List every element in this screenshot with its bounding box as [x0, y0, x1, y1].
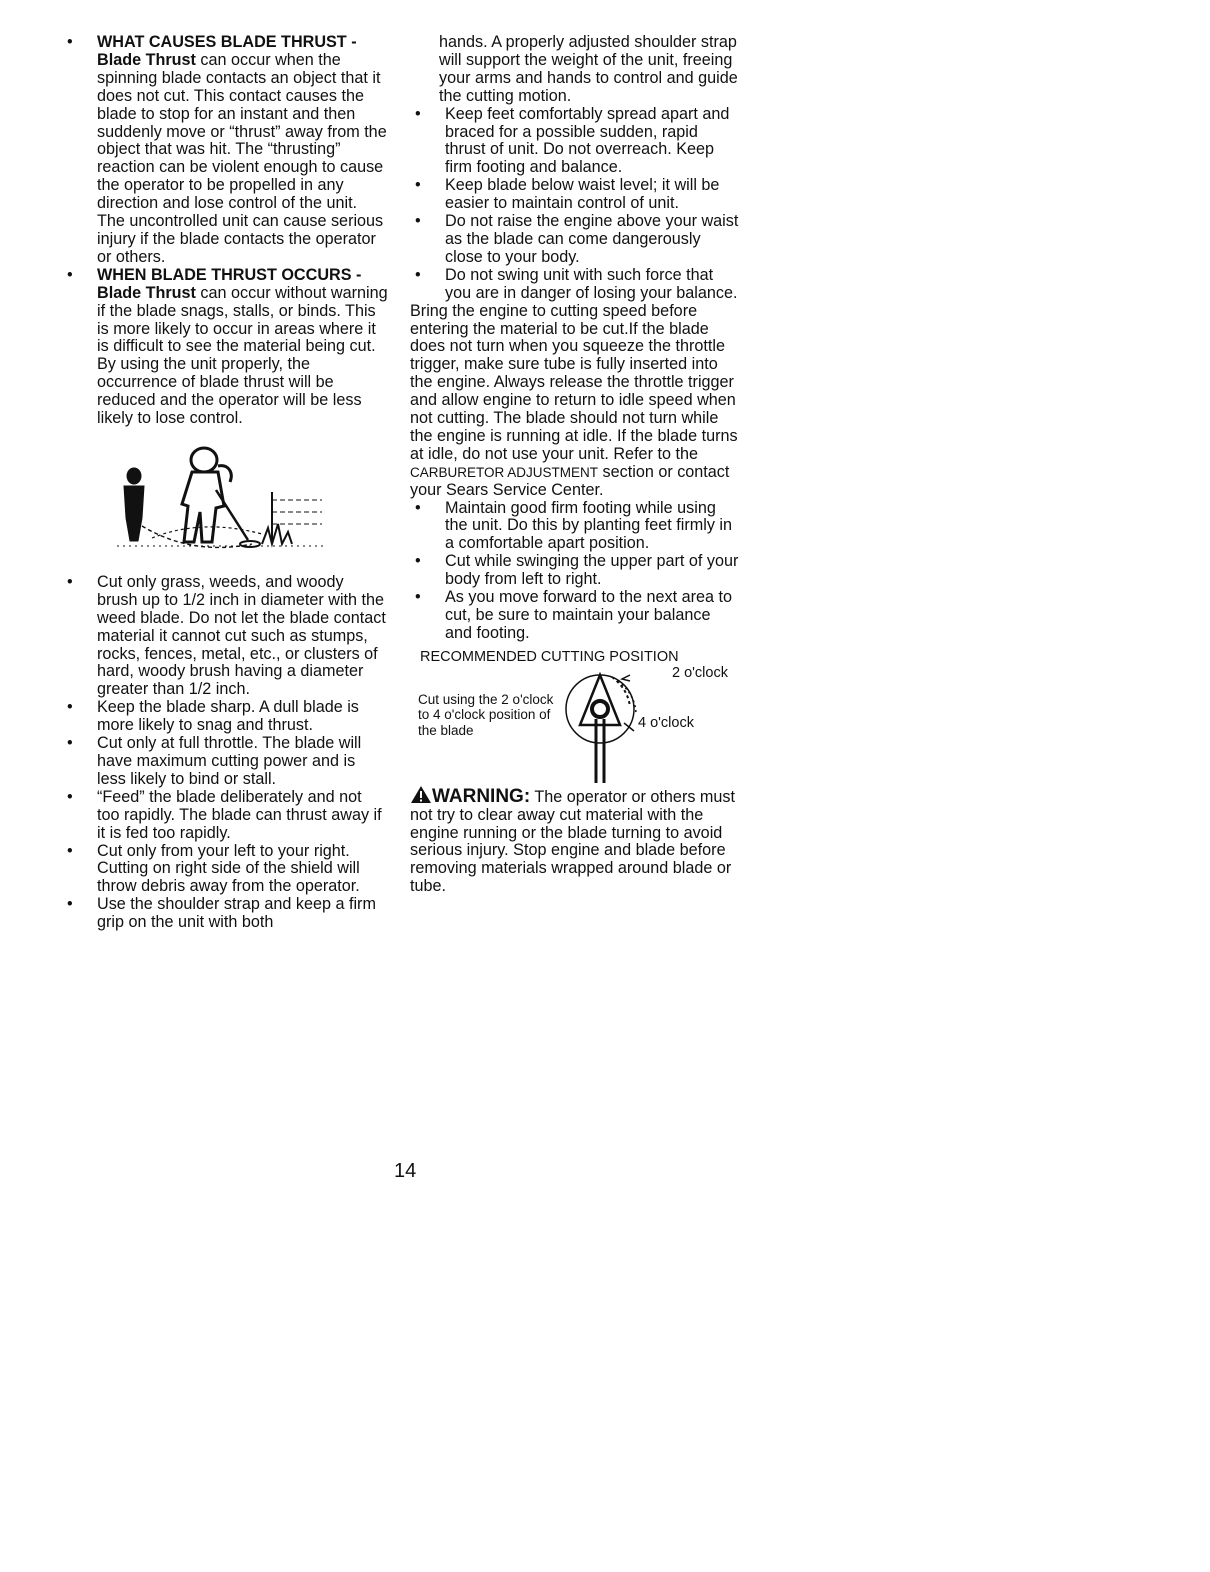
warning-text: The operator or others must not try to clear away cut material with the engine running or the blade turning to avoid serious injury. Stop engine and blade before removing materials wrapped around blade or tube. [410, 787, 735, 896]
list-item: • Maintain good firm footing while using the unit. Do this by planting feet firmly in a comfortable apart position. [410, 500, 740, 554]
continued-text: hands. A properly adjusted shoulder strap will support the weight of the unit, freeing your arms and hands to control and guide the cutting motion. [439, 33, 738, 105]
list-item: • Cut only at full throttle. The blade will have maximum cutting power and is less likely to bind or stall. [62, 735, 388, 789]
list-item: • Cut only from your left to your right. Cutting on right side of the shield will throw debris away from the operator. [62, 843, 388, 897]
warning-block [410, 785, 740, 896]
page-number: 14 [394, 1160, 417, 1182]
list-item: • Do not raise the engine above your waist as the blade can come dangerously close to your body. [410, 213, 740, 267]
warning-triangle-icon [410, 785, 432, 804]
right-column [410, 34, 740, 896]
list-item: • Cut only grass, weeds, and woody brush up to 1/2 inch in diameter with the weed blade. Do not let the blade contact material it cannot cut such as stumps, rocks, fences, metal, etc., or clusters of hard, woody brush having a diameter greater than 1/2 inch. [62, 574, 388, 699]
engine-paragraph [410, 303, 740, 500]
label-4-oclock: 4 o'clock [638, 714, 694, 731]
cutting-position-figure [410, 664, 740, 785]
blade-thrust-list [62, 34, 388, 428]
list-item: • As you move forward to the next area to cut, be sure to maintain your balance and footing. [410, 589, 740, 643]
left-column [62, 34, 388, 932]
occurs-lead: Blade Thrust [97, 283, 196, 302]
warning-label: WARNING: [432, 785, 531, 807]
figure-caption: Cut using the 2 o'clock to 4 o'clock position of the blade [418, 691, 554, 738]
causes-lead: Blade Thrust [97, 50, 196, 69]
occurs-text: can occur without warning if the blade snags, stalls, or binds. This is more likely to occur in areas where it is difficult to see the material being cut. By using the unit properly, the occurrence of blade thrust will be reduced and the operator will be less likely to lose control. [97, 283, 388, 428]
list-item: • Keep feet comfortably spread apart and braced for a possible sudden, rapid thrust of unit. Do not overreach. Keep firm footing and balance. [410, 106, 740, 178]
causes-text: can occur when the spinning blade contacts an object that it does not cut. This contact causes the blade to stop for an instant and then suddenly move or “thrust” away from the object that was hit. The “thrusting” reaction can be violent enough to cause the operator to be propelled in any direction and lose control of the unit. The uncontrolled unit can cause serious injury if the blade contacts the operator or others. [97, 50, 387, 266]
safety-list [410, 106, 740, 303]
operator-illustration [112, 446, 332, 556]
list-item: • Do not swing unit with such force that you are in danger of losing your balance. [410, 267, 740, 303]
list-item: • “Feed” the blade deliberately and not too rapidly. The blade can thrust away if it is fed too rapidly. [62, 789, 388, 843]
engine-text: Bring the engine to cutting speed before entering the material to be cut.If the blade does not turn when you squeeze the throttle trigger, make sure tube is fully inserted into the engine. Always release the throttle trigger and allow engine to return to idle speed when not cutting. The blade should not turn while the engine is running at idle. If the blade turns at idle, do not use your unit. Refer to the [410, 301, 738, 463]
label-2-oclock: 2 o'clock [672, 664, 728, 681]
list-item: • Use the shoulder strap and keep a firm grip on the unit with both [62, 896, 388, 932]
footing-list [410, 500, 740, 643]
blade-thrust-occurs-item [62, 267, 388, 428]
blade-thrust-causes-item [62, 34, 388, 267]
engine-text-end: section or contact your Sears Service Center. [410, 462, 730, 499]
list-item: • Cut while swinging the upper part of your body from left to right. [410, 553, 740, 589]
occurs-heading: WHEN BLADE THRUST OCCURS - [97, 265, 362, 284]
list-item: • Keep the blade sharp. A dull blade is more likely to snag and thrust. [62, 699, 388, 735]
causes-heading: WHAT CAUSES BLADE THRUST - [97, 33, 357, 51]
usage-list [62, 574, 388, 932]
list-item: • Keep blade below waist level; it will be easier to maintain control of unit. [410, 177, 740, 213]
figure-title: RECOMMENDED CUTTING POSITION [420, 648, 679, 665]
carburetor-reference: CARBURETOR ADJUSTMENT [410, 464, 599, 480]
